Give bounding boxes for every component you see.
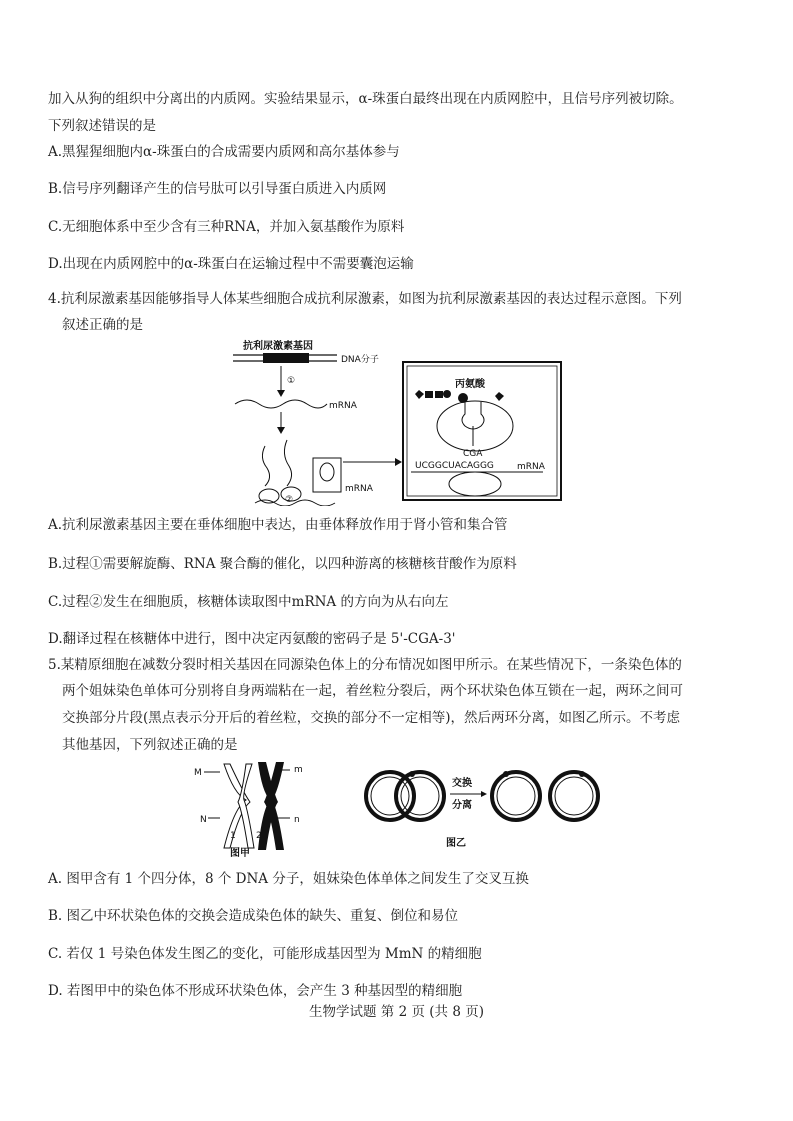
gene-N-label: N	[200, 815, 207, 825]
separate-label: 分离	[452, 800, 472, 811]
q5-stem-1: 5.某精原细胞在减数分裂时相关基因在同源染色体上的分布情况如图甲所示。在某些情况下，一条染色体的	[48, 657, 682, 673]
gene-segment	[263, 353, 309, 363]
q3-option-a: A.黑猩猩细胞内α-珠蛋白的合成需要内质网和高尔基体参与	[48, 144, 400, 160]
gene-M-label: M	[194, 768, 202, 778]
q4-stem: 4.抗利尿激素基因能够指导人体某些细胞合成抗利尿激素，如图为抗利尿激素基因的表达过程示意图。下列	[48, 291, 682, 307]
q4-option-d: D.翻译过程在核糖体中进行，图中决定丙氨酸的密码子是 5'-CGA-3'	[48, 631, 456, 647]
gene-m-label: m	[294, 765, 303, 775]
mrna-label-top: mRNA	[329, 401, 357, 411]
q4-stem-cont: 叙述正确的是	[62, 317, 143, 333]
gene-expression-diagram	[225, 338, 565, 506]
chromosome-2-label: 2	[256, 831, 262, 841]
figure-jia-caption: 图甲	[230, 848, 250, 859]
anticodon-label: CGA	[463, 449, 483, 459]
figure-yi-caption: 图乙	[446, 838, 466, 849]
page-footer: 生物学试题 第 2 页 (共 8 页)	[309, 1004, 484, 1020]
gene-label: 抗利尿激素基因	[243, 341, 313, 352]
q4-option-a: A.抗利尿激素基因主要在垂体细胞中表达，由垂体释放作用于肾小管和集合管	[48, 517, 508, 533]
q4-option-b: B.过程①需要解旋酶、RNA 聚合酶的催化，以四种游离的核糖核苷酸作为原料	[48, 556, 517, 572]
ala-label: 丙氨酸	[455, 379, 485, 390]
q3-stem-question: 下列叙述错误的是	[48, 118, 156, 134]
dna-label: DNA分子	[341, 355, 379, 365]
step1-label: ①	[287, 376, 296, 386]
mrna-label-ribosome: mRNA	[345, 484, 373, 494]
figure-yi-ring-chromosomes	[360, 764, 604, 854]
q3-option-c: C.无细胞体系中至少含有三种RNA，并加入氨基酸作为原料	[48, 219, 405, 235]
mrna-sequence: UCGGCUACAGGG	[415, 461, 494, 471]
q5-option-b: B. 图乙中环状染色体的交换会造成染色体的缺失、重复、倒位和易位	[48, 908, 459, 924]
q3-option-b: B.信号序列翻译产生的信号肽可以引导蛋白质进入内质网	[48, 181, 387, 197]
q5-stem-4: 其他基因，下列叙述正确的是	[62, 737, 238, 753]
q5-option-a: A. 图甲含有 1 个四分体，8 个 DNA 分子，姐妹染色体单体之间发生了交叉互换	[48, 871, 529, 887]
mrna-label-box: mRNA	[517, 462, 545, 472]
swap-label: 交换	[452, 778, 472, 789]
q4-option-c: C.过程②发生在细胞质，核糖体读取图中mRNA 的方向为从右向左	[48, 594, 449, 610]
q3-stem-continued: 加入从狗的组织中分离出的内质网。实验结果显示，α-珠蛋白最终出现在内质网腔中，且信号序列被切除。	[48, 91, 683, 107]
chromosome-1-label: 1	[230, 831, 236, 841]
figure-jia-chromosomes	[188, 758, 318, 864]
q5-stem-3: 交换部分片段(黑点表示分开后的着丝粒，交换的部分不一定相等)，然后两环分离，如图乙所示。不考虑	[62, 710, 681, 726]
q5-stem-2: 两个姐妹染色单体可分别将自身两端粘在一起，着丝粒分裂后，两个环状染色体互锁在一起，两环之间可	[62, 683, 683, 699]
q3-option-d: D.出现在内质网腔中的α-珠蛋白在运输过程中不需要囊泡运输	[48, 256, 414, 272]
q5-option-c: C. 若仅 1 号染色体发生图乙的变化，可能形成基因型为 MmN 的精细胞	[48, 946, 482, 962]
step2-label: ②	[285, 495, 294, 505]
gene-n-label: n	[294, 815, 300, 825]
q5-option-d: D. 若图甲中的染色体不形成环状染色体，会产生 3 种基因型的精细胞	[48, 983, 463, 999]
